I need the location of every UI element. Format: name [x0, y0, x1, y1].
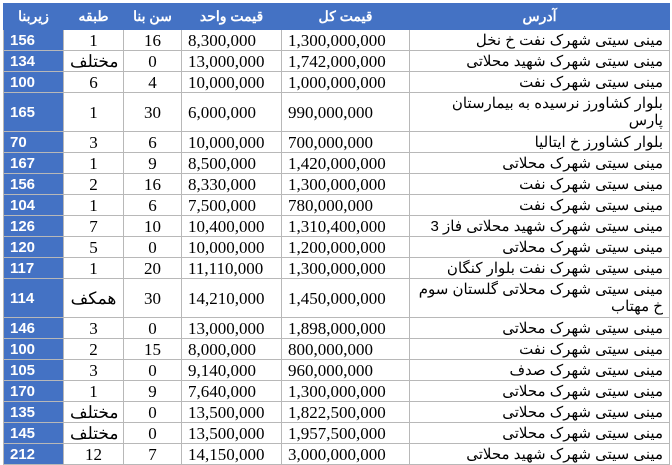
header-address[interactable]: آدرس [410, 4, 670, 30]
cell-age: 0 [124, 402, 182, 423]
cell-address: مینی سیتی شهرک نفت [410, 72, 670, 93]
table-row [4, 153, 670, 174]
cell-total-price: 1,898,000,000 [282, 318, 410, 339]
cell-age: 16 [124, 174, 182, 195]
cell-floor: مختلف [64, 51, 124, 72]
cell-address: مینی سیتی شهرک صدف [410, 360, 670, 381]
cell-area: 146 [4, 318, 64, 339]
cell-floor: 1 [64, 381, 124, 402]
cell-unit-price: 14,210,000 [182, 279, 282, 318]
cell-floor: 5 [64, 237, 124, 258]
cell-area: 212 [4, 444, 64, 465]
cell-address: مینی سیتی شهرک شهید محلاتی فاز 3 [410, 216, 670, 237]
cell-total-price: 800,000,000 [282, 339, 410, 360]
cell-unit-price: 10,400,000 [182, 216, 282, 237]
cell-unit-price: 10,000,000 [182, 132, 282, 153]
cell-age: 7 [124, 444, 182, 465]
cell-age: 0 [124, 237, 182, 258]
cell-floor: 1 [64, 195, 124, 216]
cell-unit-price: 13,500,000 [182, 402, 282, 423]
cell-area: 105 [4, 360, 64, 381]
table-row [4, 339, 670, 360]
cell-age: 0 [124, 360, 182, 381]
cell-unit-price: 8,330,000 [182, 174, 282, 195]
cell-address: مینی سیتی شهرک نفت [410, 195, 670, 216]
cell-area: 126 [4, 216, 64, 237]
cell-total-price: 1,742,000,000 [282, 51, 410, 72]
table-row [4, 444, 670, 465]
cell-floor: مختلف [64, 423, 124, 444]
cell-age: 4 [124, 72, 182, 93]
cell-total-price: 1,450,000,000 [282, 279, 410, 318]
cell-age: 6 [124, 195, 182, 216]
cell-unit-price: 13,000,000 [182, 318, 282, 339]
cell-floor: 1 [64, 30, 124, 51]
cell-address: بلوار کشاورز خ ایتالیا [410, 132, 670, 153]
cell-total-price: 1,300,000,000 [282, 30, 410, 51]
cell-address: مینی سیتی شهرک محلاتی [410, 237, 670, 258]
cell-address: مینی سیتی شهرک محلاتی گلستان سوم خ مهتاب [410, 279, 670, 318]
table-row [4, 402, 670, 423]
cell-age: 30 [124, 279, 182, 318]
cell-unit-price: 8,500,000 [182, 153, 282, 174]
cell-total-price: 1,000,000,000 [282, 72, 410, 93]
cell-floor: 2 [64, 174, 124, 195]
cell-unit-price: 10,000,000 [182, 72, 282, 93]
cell-area: 167 [4, 153, 64, 174]
cell-area: 104 [4, 195, 64, 216]
table-body [4, 30, 670, 465]
cell-age: 20 [124, 258, 182, 279]
table-row [4, 258, 670, 279]
cell-area: 117 [4, 258, 64, 279]
cell-age: 10 [124, 216, 182, 237]
cell-total-price: 1,957,500,000 [282, 423, 410, 444]
cell-unit-price: 7,640,000 [182, 381, 282, 402]
cell-floor: مختلف [64, 402, 124, 423]
table-row [4, 93, 670, 132]
table-row [4, 423, 670, 444]
cell-address: بلوار کشاورز نرسیده به بیمارستان پارس [410, 93, 670, 132]
cell-total-price: 3,000,000,000 [282, 444, 410, 465]
cell-total-price: 700,000,000 [282, 132, 410, 153]
table-row [4, 174, 670, 195]
cell-age: 15 [124, 339, 182, 360]
table-row [4, 318, 670, 339]
header-unit-price[interactable]: قیمت واحد [182, 4, 282, 30]
cell-age: 0 [124, 318, 182, 339]
cell-unit-price: 8,300,000 [182, 30, 282, 51]
cell-age: 6 [124, 132, 182, 153]
cell-age: 9 [124, 153, 182, 174]
cell-unit-price: 7,500,000 [182, 195, 282, 216]
cell-address: مینی سیتی شهرک نفت [410, 174, 670, 195]
cell-total-price: 1,822,500,000 [282, 402, 410, 423]
cell-floor: 7 [64, 216, 124, 237]
cell-address: مینی سیتی شهرک محلاتی [410, 153, 670, 174]
table-row [4, 279, 670, 318]
header-age[interactable]: سن بنا [124, 4, 182, 30]
cell-age: 9 [124, 381, 182, 402]
cell-total-price: 1,300,000,000 [282, 174, 410, 195]
cell-total-price: 960,000,000 [282, 360, 410, 381]
cell-total-price: 1,310,400,000 [282, 216, 410, 237]
cell-address: مینی سیتی شهرک شهید محلاتی [410, 444, 670, 465]
cell-area: 170 [4, 381, 64, 402]
cell-area: 145 [4, 423, 64, 444]
cell-total-price: 1,200,000,000 [282, 237, 410, 258]
table-row [4, 132, 670, 153]
cell-floor: 2 [64, 339, 124, 360]
cell-age: 0 [124, 423, 182, 444]
cell-area: 114 [4, 279, 64, 318]
header-floor[interactable]: طبقه [64, 4, 124, 30]
cell-unit-price: 13,500,000 [182, 423, 282, 444]
cell-unit-price: 6,000,000 [182, 93, 282, 132]
cell-total-price: 1,300,000,000 [282, 258, 410, 279]
cell-floor: 1 [64, 153, 124, 174]
cell-total-price: 990,000,000 [282, 93, 410, 132]
cell-area: 120 [4, 237, 64, 258]
cell-age: 30 [124, 93, 182, 132]
cell-age: 0 [124, 51, 182, 72]
cell-area: 100 [4, 339, 64, 360]
table-row [4, 237, 670, 258]
cell-area: 165 [4, 93, 64, 132]
cell-area: 100 [4, 72, 64, 93]
cell-age: 16 [124, 30, 182, 51]
cell-floor: 1 [64, 258, 124, 279]
cell-floor: 3 [64, 132, 124, 153]
header-total-price[interactable]: قیمت کل [282, 4, 410, 30]
cell-total-price: 1,420,000,000 [282, 153, 410, 174]
table-row [4, 72, 670, 93]
table-row [4, 381, 670, 402]
header-area[interactable]: زیربنا [4, 4, 64, 30]
cell-floor: 12 [64, 444, 124, 465]
cell-address: مینی سیتی شهرک شهید محلاتی [410, 51, 670, 72]
cell-floor: 3 [64, 318, 124, 339]
table-header-row [4, 4, 670, 30]
cell-address: مینی سیتی شهرک محلاتی [410, 318, 670, 339]
cell-area: 70 [4, 132, 64, 153]
cell-total-price: 780,000,000 [282, 195, 410, 216]
cell-area: 156 [4, 174, 64, 195]
table-row [4, 30, 670, 51]
cell-address: مینی سیتی شهرک نفت بلوار کنگان [410, 258, 670, 279]
cell-address: مینی سیتی شهرک محلاتی [410, 423, 670, 444]
cell-total-price: 1,300,000,000 [282, 381, 410, 402]
cell-floor: 1 [64, 93, 124, 132]
cell-floor: 3 [64, 360, 124, 381]
cell-unit-price: 9,140,000 [182, 360, 282, 381]
cell-area: 134 [4, 51, 64, 72]
table-row [4, 51, 670, 72]
cell-unit-price: 11,110,000 [182, 258, 282, 279]
cell-floor: 6 [64, 72, 124, 93]
cell-address: مینی سیتی شهرک محلاتی [410, 402, 670, 423]
cell-address: مینی سیتی شهرک نفت خ نخل [410, 30, 670, 51]
cell-address: مینی سیتی شهرک نفت [410, 339, 670, 360]
cell-floor: همکف [64, 279, 124, 318]
cell-unit-price: 8,000,000 [182, 339, 282, 360]
table-row [4, 216, 670, 237]
table-row [4, 360, 670, 381]
cell-area: 135 [4, 402, 64, 423]
cell-unit-price: 10,000,000 [182, 237, 282, 258]
property-listing-table [3, 3, 670, 465]
cell-unit-price: 14,150,000 [182, 444, 282, 465]
table-row [4, 195, 670, 216]
cell-unit-price: 13,000,000 [182, 51, 282, 72]
cell-area: 156 [4, 30, 64, 51]
cell-address: مینی سیتی شهرک محلاتی [410, 381, 670, 402]
